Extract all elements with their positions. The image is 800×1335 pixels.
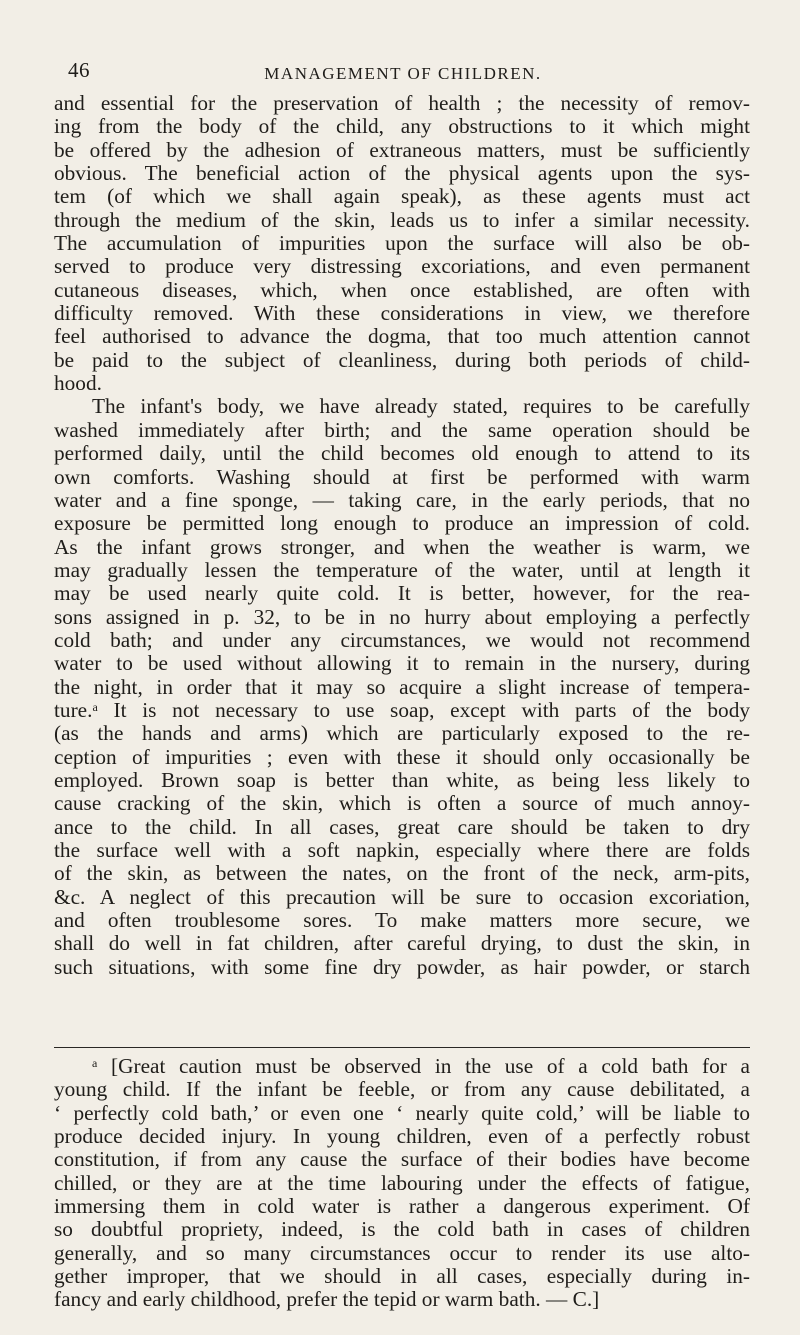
body-line: such situations, with some fine dry powder, as hair powder, or starch — [54, 954, 750, 979]
body-line: exposure be permitted long enough to produce an impression of cold. — [54, 511, 750, 536]
body-line: shall do well in fat children, after careful drying, to dust the skin, in — [54, 931, 750, 956]
footnote-line — [54, 1055, 750, 1078]
footnote-line: so doubtful propriety, indeed, is the cold bath in cases of children — [54, 1217, 750, 1242]
body-line: performed daily, until the child becomes old enough to attend to its — [54, 441, 750, 466]
body-line: may gradually lessen the temperature of the water, until at length it — [54, 557, 750, 582]
footnote-divider — [54, 1047, 750, 1048]
body-line: The infant's body, we have already stated, requires to be carefully — [92, 394, 750, 419]
footnote-line: gether improper, that we should in all cases, especially during in- — [54, 1264, 750, 1289]
footnote-line: produce decided injury. In young children, even of a perfectly robust — [54, 1124, 750, 1149]
running-head: MANAGEMENT OF CHILDREN. — [264, 64, 542, 83]
footnote-line: generally, and so many circumstances occur to render its use alto- — [54, 1240, 750, 1265]
body-line: washed immediately after birth; and the same operation should be — [54, 417, 750, 442]
body-line: be offered by the adhesion of extraneous matters, must be sufficiently — [54, 137, 750, 162]
footnote-line: immersing them in cold water is rather a dangerous experiment. Of — [54, 1194, 750, 1219]
footnote-line: ‘ perfectly cold bath,’ or even one ‘ nearly quite cold,’ will be liable to — [54, 1100, 750, 1125]
body-line: served to produce very distressing excoriations, and even permanent — [54, 254, 750, 279]
body-line: and essential for the preservation of health ; the necessity of remov- — [54, 91, 750, 115]
body-line: employed. Brown soap is better than white, as being less likely to — [54, 767, 750, 792]
body-line: water and a fine sponge, — taking care, in the early periods, that no — [54, 487, 750, 512]
body-line: &c. A neglect of this precaution will be sure to occasion excoriation, — [54, 884, 750, 909]
body-line-with-footnote-ref — [54, 699, 750, 722]
footnote — [54, 1055, 750, 1312]
footnote-line: fancy and early childhood, prefer the tepid or warm bath. — C.] — [54, 1287, 600, 1312]
body-line: The accumulation of impurities upon the surface will also be ob- — [54, 231, 750, 256]
body-line: the night, in order that it may so acquire a slight increase of tempera- — [54, 674, 750, 699]
page-number: 46 — [68, 58, 90, 82]
body-line: ception of impurities ; even with these it should only occasionally be — [54, 744, 750, 769]
body-line: difficulty removed. With these considerations in view, we therefore — [54, 301, 750, 326]
body-line: ance to the child. In all cases, great care should be taken to dry — [54, 814, 750, 839]
body-line: feel authorised to advance the dogma, that too much attention cannot — [54, 324, 750, 349]
body-line: be paid to the subject of cleanliness, during both periods of child- — [54, 347, 750, 372]
body-line: own comforts. Washing should at first be performed with warm — [54, 464, 750, 489]
footnote-line: constitution, if from any cause the surface of their bodies have become — [54, 1147, 750, 1172]
page-header — [54, 56, 752, 86]
body-line: the surface well with a soft napkin, especially where there are folds — [54, 838, 750, 862]
body-line: cutaneous diseases, which, when once established, are often with — [54, 277, 750, 302]
footnote-marker: a — [92, 1056, 98, 1070]
body-line: of the skin, as between the nates, on the front of the neck, arm-pits, — [54, 861, 750, 886]
footnote-line-text: [Great caution must be observed in the use of a cold bath for a — [97, 1054, 750, 1078]
body-line: obvious. The beneficial action of the physical agents upon the sys- — [54, 161, 750, 186]
body-line: water to be used without allowing it to remain in the nursery, during — [54, 651, 750, 676]
body-line: may be used nearly quite cold. It is better, however, for the rea- — [54, 581, 750, 606]
body-line: and often troublesome sores. To make matters more secure, we — [54, 908, 750, 933]
body-line-end: It is not necessary to use soap, except with parts of the body — [97, 697, 750, 722]
body-line: (as the hands and arms) which are particularly exposed to the re- — [54, 721, 750, 746]
footnote-line: chilled, or they are at the time labouring under the effects of fatigue, — [54, 1170, 750, 1195]
body-line-start: ture. — [54, 697, 93, 722]
body-line: cold bath; and under any circumstances, we would not recommend — [54, 627, 750, 652]
body-line: sons assigned in p. 32, to be in no hurry about employing a perfectly — [54, 604, 750, 629]
footnote-reference[interactable]: a — [92, 699, 98, 714]
body-line: tem (of which we shall again speak), as these agents must act — [54, 184, 750, 209]
body-line: cause cracking of the skin, which is often a source of much annoy- — [54, 791, 750, 816]
body-line: hood. — [54, 371, 102, 396]
footnote-line: young child. If the infant be feeble, or from any cause debilitated, a — [54, 1077, 750, 1102]
body-line: ing from the body of the child, any obstructions to it which might — [54, 114, 750, 139]
body-text — [54, 92, 750, 979]
body-line: As the infant grows stronger, and when the weather is warm, we — [54, 534, 750, 559]
body-line: through the medium of the skin, leads us to infer a similar necessity. — [54, 207, 750, 232]
